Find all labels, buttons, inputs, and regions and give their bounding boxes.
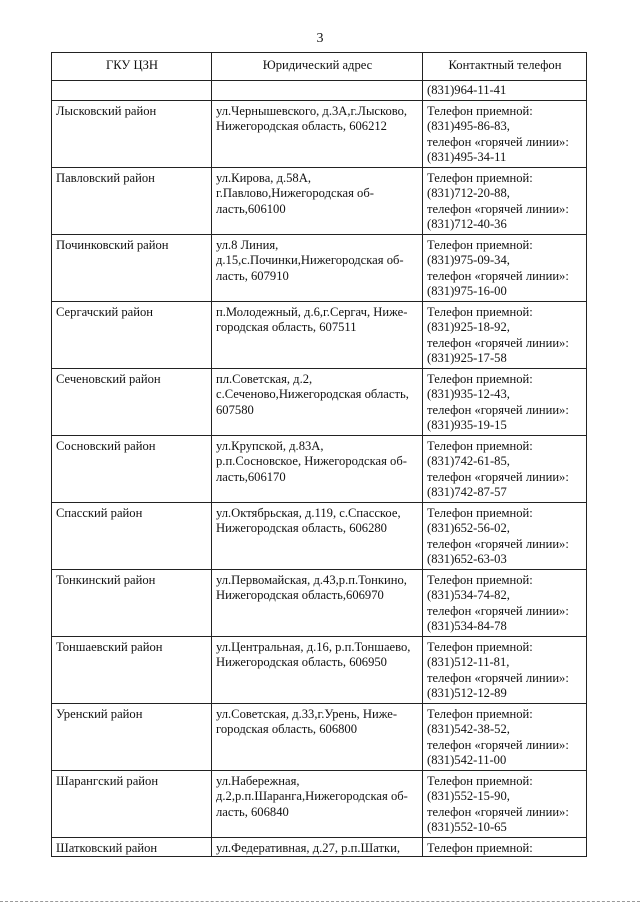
address-cell-line: ул.Кирова, д.58А, <box>216 171 311 186</box>
address-cell-line: г.Павлово,Нижегородская об- <box>216 186 374 201</box>
address-cell-line: ласть, 607910 <box>216 268 289 283</box>
address-cell-line: ул.Первомайская, д.43,р.п.Тонкино, <box>216 573 407 588</box>
phone-cell-line: телефон «горячей линии»: <box>427 335 569 350</box>
phone-cell-line: Телефон приемной: <box>427 640 533 655</box>
phone-cell-line: (831)742-61-85, <box>427 454 510 469</box>
phone-cell <box>423 838 587 857</box>
phone-cell-line: (831)712-20-88, <box>427 186 510 201</box>
phone-cell-line: Телефон приемной: <box>427 372 533 387</box>
table-row <box>52 235 587 302</box>
phone-cell-line: телефон «горячей линии»: <box>427 469 569 484</box>
table-header-row <box>52 53 587 81</box>
phone-cell-line: (831)512-12-89 <box>427 685 507 700</box>
address-cell <box>212 704 423 771</box>
phone-cell-line: (831)534-84-78 <box>427 618 507 633</box>
phone-cell <box>423 302 587 369</box>
address-cell-line: ул.Октябрьская, д.119, с.Спасское, <box>216 506 401 521</box>
phone-cell-line: телефон «горячей линии»: <box>427 402 569 417</box>
district-cell <box>52 81 212 101</box>
phone-cell <box>423 168 587 235</box>
address-cell <box>212 503 423 570</box>
phone-cell-line: (831)495-86-83, <box>427 119 510 134</box>
phone-cell-line: (831)975-09-34, <box>427 253 510 268</box>
district-cell: Сергачский район <box>52 302 212 369</box>
address-cell-line: ул.Крупской, д.83А, <box>216 439 324 454</box>
address-cell-line: ул.Чернышевского, д.3А,г.Лысково, <box>216 104 408 119</box>
address-cell-line: д.2,р.п.Шаранга,Нижегородская об- <box>216 789 408 804</box>
address-cell <box>212 838 423 857</box>
address-cell-line: ласть,606170 <box>216 469 286 484</box>
phone-cell-line: (831)935-12-43, <box>427 387 510 402</box>
scan-edge <box>0 901 640 902</box>
phone-cell-line: телефон «горячей линии»: <box>427 134 569 149</box>
phone-cell-line: (831)975-16-00 <box>427 283 507 298</box>
phone-cell <box>423 503 587 570</box>
phone-cell <box>423 235 587 302</box>
district-cell: Шатковский район <box>52 838 212 857</box>
table-row <box>52 168 587 235</box>
district-cell: Сосновский район <box>52 436 212 503</box>
phone-cell-line: (831)534-74-82, <box>427 588 510 603</box>
address-cell-line: ул.Центральная, д.16, р.п.Тоншаево, <box>216 640 411 655</box>
phone-cell-line: телефон «горячей линии»: <box>427 603 569 618</box>
address-cell <box>212 101 423 168</box>
district-cell: Сеченовский район <box>52 369 212 436</box>
header-address: Юридический адрес <box>212 53 423 81</box>
page-number: 3 <box>316 31 324 46</box>
phone-cell-line: телефон «горячей линии»: <box>427 536 569 551</box>
table-row-continuation <box>52 81 587 101</box>
table-row <box>52 503 587 570</box>
table-row <box>52 838 587 857</box>
header-district: ГКУ ЦЗН <box>52 53 212 81</box>
address-cell-line: д.15,с.Починки,Нижегородская об- <box>216 253 404 268</box>
table-row <box>52 771 587 838</box>
phone-cell-line: Телефон приемной: <box>427 305 533 320</box>
phone-cell-line: Телефон приемной: <box>427 238 533 253</box>
address-cell <box>212 235 423 302</box>
district-cell: Тонкинский район <box>52 570 212 637</box>
phone-cell-line: (831)925-17-58 <box>427 350 507 365</box>
phone-cell-line: Телефон приемной: <box>427 506 533 521</box>
phone-cell-line: (831)495-34-11 <box>427 149 507 164</box>
phone-cell-line: (831)964-11-41 <box>427 83 507 97</box>
phone-cell-line: (831)512-11-81, <box>427 655 510 670</box>
table-row <box>52 101 587 168</box>
address-cell-line: п.Молодежный, д.6,г.Сергач, Ниже- <box>216 305 408 320</box>
address-cell-line: р.п.Сосновское, Нижегородская об- <box>216 454 407 469</box>
address-cell-line: Нижегородская область, 606212 <box>216 119 387 134</box>
address-cell-line: ул.Советская, д.33,г.Урень, Ниже- <box>216 707 398 722</box>
phone-cell <box>423 101 587 168</box>
address-cell <box>212 168 423 235</box>
phone-cell <box>423 771 587 838</box>
district-cell: Спасский район <box>52 503 212 570</box>
phone-cell <box>423 369 587 436</box>
phone-cell-line: (831)925-18-92, <box>427 320 510 335</box>
district-cell: Тоншаевский район <box>52 637 212 704</box>
phone-cell-line: (831)542-38-52, <box>427 722 510 737</box>
address-cell-line: ласть,606100 <box>216 201 286 216</box>
table-row <box>52 436 587 503</box>
phone-cell-line: (831)542-11-00 <box>427 752 507 767</box>
centers-table <box>51 52 587 857</box>
phone-cell-line: (831)552-15-90, <box>427 789 510 804</box>
phone-cell-line: (831)652-56-02, <box>427 521 510 536</box>
phone-cell-line: телефон «горячей линии»: <box>427 670 569 685</box>
address-cell-line: ул.Набережная, <box>216 774 300 789</box>
address-cell <box>212 81 423 101</box>
phone-cell-line: (831)552-10-65 <box>427 819 507 834</box>
district-cell: Уренский район <box>52 704 212 771</box>
address-cell-line: городская область, 606800 <box>216 722 358 737</box>
phone-cell-line: Телефон приемной: <box>427 104 533 119</box>
district-cell: Лысковский район <box>52 101 212 168</box>
phone-cell-line: Телефон приемной: <box>427 439 533 454</box>
phone-cell-line: Телефон приемной: <box>427 841 533 856</box>
address-cell-line: ул.8 Линия, <box>216 238 279 253</box>
address-cell-line: городская область, 607511 <box>216 320 357 335</box>
phone-cell <box>423 637 587 704</box>
district-cell: Шарангский район <box>52 771 212 838</box>
phone-cell-line: Телефон приемной: <box>427 774 533 789</box>
table-row <box>52 302 587 369</box>
address-cell-line: Нижегородская область, 606950 <box>216 655 387 670</box>
table-row <box>52 704 587 771</box>
phone-cell-line: Телефон приемной: <box>427 171 533 186</box>
address-cell-line: Нижегородская область, 606280 <box>216 521 387 536</box>
address-cell <box>212 771 423 838</box>
address-cell <box>212 369 423 436</box>
address-cell-line: ласть, 606840 <box>216 804 289 819</box>
district-cell: Павловский район <box>52 168 212 235</box>
address-cell-line: ул.Федеративная, д.27, р.п.Шатки, <box>216 841 400 856</box>
address-cell <box>212 302 423 369</box>
phone-cell-line: телефон «горячей линии»: <box>427 737 569 752</box>
table-body <box>52 81 587 857</box>
phone-cell-line: телефон «горячей линии»: <box>427 201 569 216</box>
phone-cell <box>423 570 587 637</box>
phone-cell-line: телефон «горячей линии»: <box>427 268 569 283</box>
phone-cell <box>423 81 587 101</box>
address-cell <box>212 436 423 503</box>
address-cell-line: пл.Советская, д.2, <box>216 372 313 387</box>
phone-cell <box>423 436 587 503</box>
phone-cell-line: (831)935-19-15 <box>427 417 507 432</box>
address-cell <box>212 570 423 637</box>
table-row <box>52 637 587 704</box>
table-row <box>52 570 587 637</box>
phone-cell-line: Телефон приемной: <box>427 573 533 588</box>
address-cell <box>212 637 423 704</box>
phone-cell-line: (831)712-40-36 <box>427 216 507 231</box>
header-phone: Контактный телефон <box>423 53 587 81</box>
address-cell-line: с.Сеченово,Нижегородская область, <box>216 387 409 402</box>
phone-cell-line: (831)652-63-03 <box>427 551 507 566</box>
address-cell-line: Нижегородская область,606970 <box>216 588 384 603</box>
phone-cell-line: телефон «горячей линии»: <box>427 804 569 819</box>
address-cell-line: 607580 <box>216 402 254 417</box>
phone-cell-line: (831)742-87-57 <box>427 484 507 499</box>
phone-cell <box>423 704 587 771</box>
table-row <box>52 369 587 436</box>
phone-cell-line: Телефон приемной: <box>427 707 533 722</box>
district-cell: Починковский район <box>52 235 212 302</box>
